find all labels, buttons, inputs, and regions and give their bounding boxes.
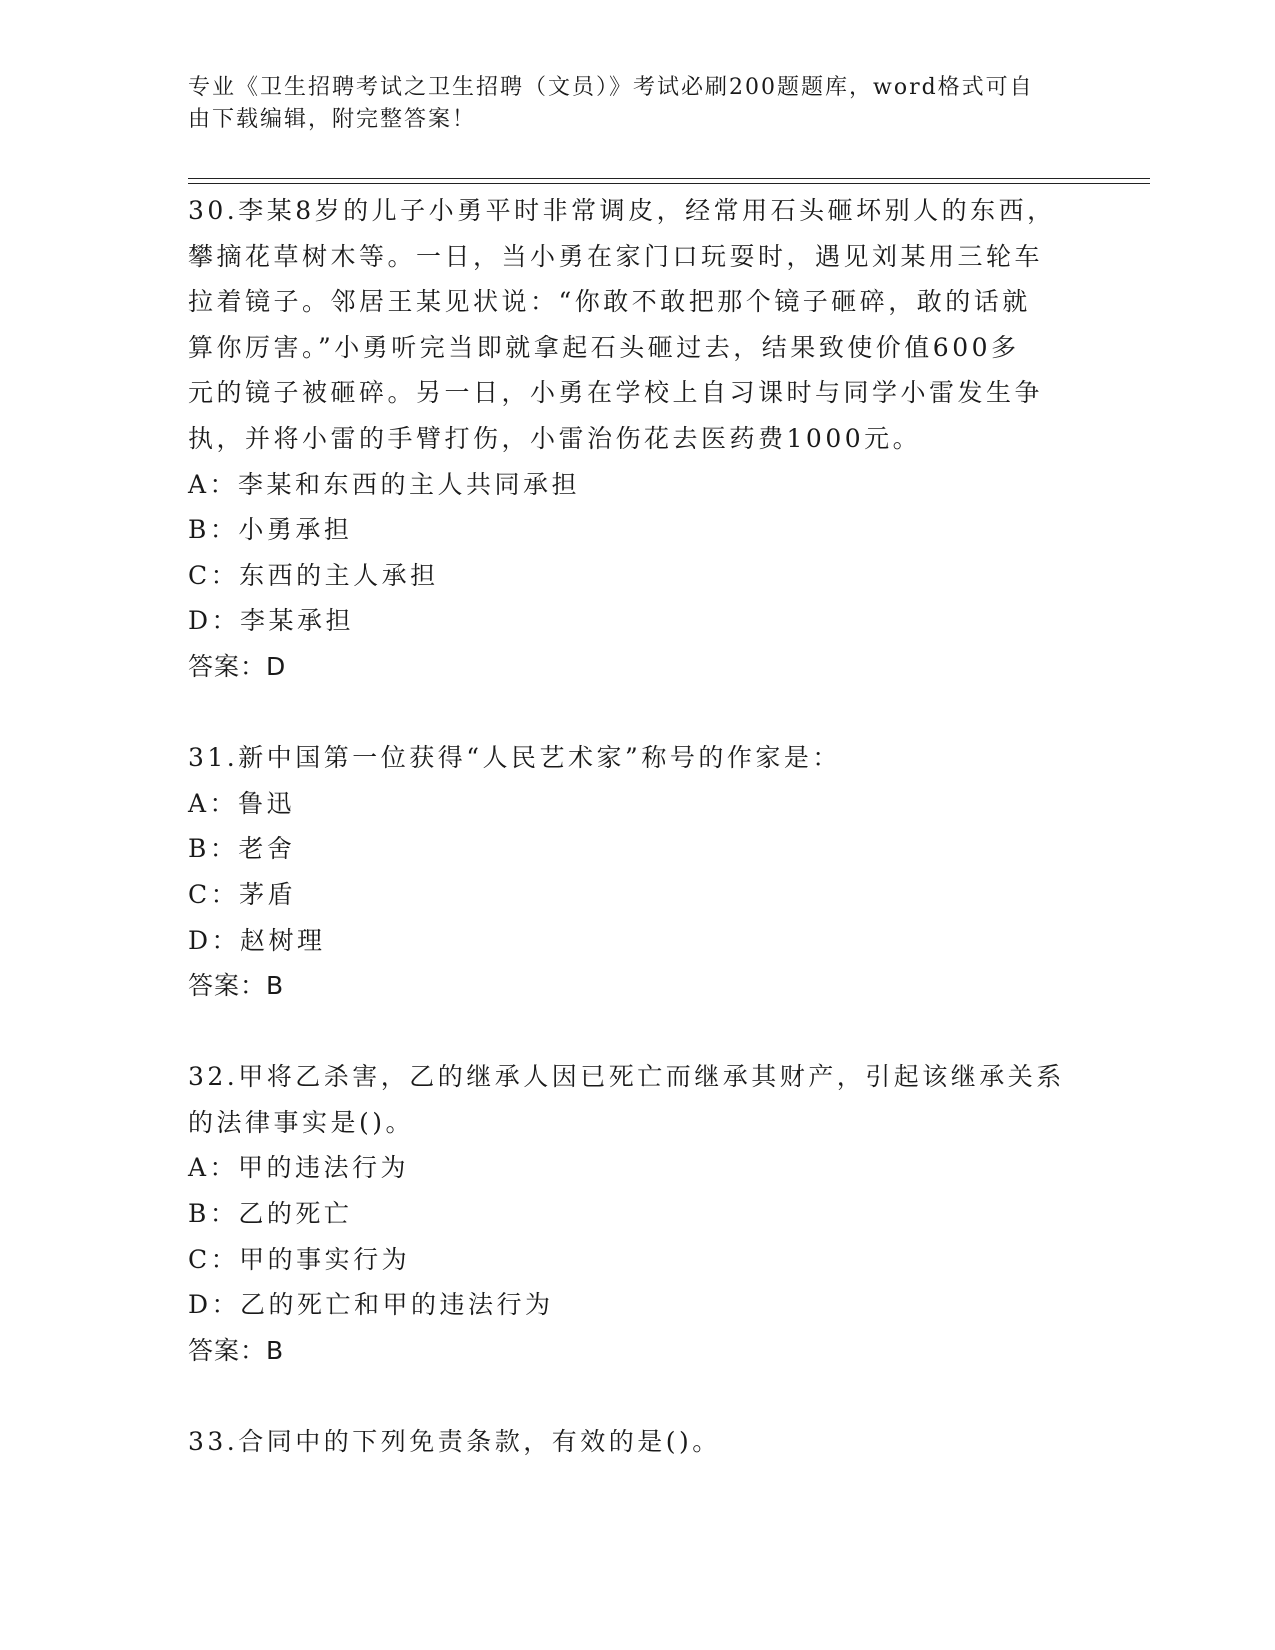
option-c: C：甲的事实行为 <box>188 1244 411 1274</box>
option-b: B：乙的死亡 <box>188 1199 353 1229</box>
header-line-2: 由下载编辑，附完整答案！ <box>188 107 477 132</box>
question-spacer <box>188 690 1088 736</box>
header-divider-top <box>188 178 1150 179</box>
answer: 答案：B <box>188 971 285 1001</box>
option-c: C：茅盾 <box>188 879 297 909</box>
question-stem-line: 执，并将小雷的手臂打伤，小雷治伤花去医药费1000元。 <box>188 423 922 453</box>
option-d: D：赵树理 <box>188 925 326 955</box>
question-31 <box>188 735 1088 1009</box>
answer: 答案：B <box>188 1335 285 1365</box>
question-stem-line: 元的镜子被砸碎。另一日，小勇在学校上自习课时与同学小雷发生争 <box>188 378 1044 408</box>
question-stem-line: 的法律事实是()。 <box>188 1107 415 1137</box>
option-a: A：鲁迅 <box>188 788 296 818</box>
option-a: A：甲的违法行为 <box>188 1153 410 1183</box>
question-30 <box>188 188 1088 690</box>
option-a: A：李某和东西的主人共同承担 <box>188 469 581 499</box>
question-32 <box>188 1054 1088 1373</box>
question-spacer <box>188 1009 1088 1055</box>
option-b: B：老舍 <box>188 834 296 864</box>
question-stem-line: 31.新中国第一位获得“人民艺术家”称号的作家是： <box>188 743 841 773</box>
question-stem-line: 30.李某8岁的儿子小勇平时非常调皮，经常用石头砸坏别人的东西， <box>188 196 1056 225</box>
option-b: B：小勇承担 <box>188 515 353 545</box>
option-c: C：东西的主人承担 <box>188 560 439 590</box>
question-spacer <box>188 1373 1088 1419</box>
header-divider-bottom <box>188 183 1150 184</box>
question-list <box>188 188 1088 1465</box>
header-line-1: 专业《卫生招聘考试之卫生招聘（文员）》考试必刷200题题库，word格式可自 <box>188 75 1034 100</box>
option-d: D：李某承担 <box>188 606 355 636</box>
answer: 答案：D <box>188 651 287 681</box>
question-stem-line: 拉着镜子。邻居王某见状说：“你敢不敢把那个镜子砸碎，敢的话就 <box>188 287 1031 317</box>
option-d: D：乙的死亡和甲的违法行为 <box>188 1290 554 1320</box>
question-stem-line: 算你厉害。”小勇听完当即就拿起石头砸过去，结果致使价值600多 <box>188 332 1020 362</box>
document-header <box>188 72 1068 136</box>
question-stem-line: 32.甲将乙杀害，乙的继承人因已死亡而继承其财产，引起该继承关系 <box>188 1062 1065 1092</box>
question-stem-line: 33.合同中的下列免责条款，有效的是()。 <box>188 1427 721 1457</box>
question-33 <box>188 1419 1088 1465</box>
question-stem-line: 攀摘花草树木等。一日，当小勇在家门口玩耍时，遇见刘某用三轮车 <box>188 241 1044 271</box>
